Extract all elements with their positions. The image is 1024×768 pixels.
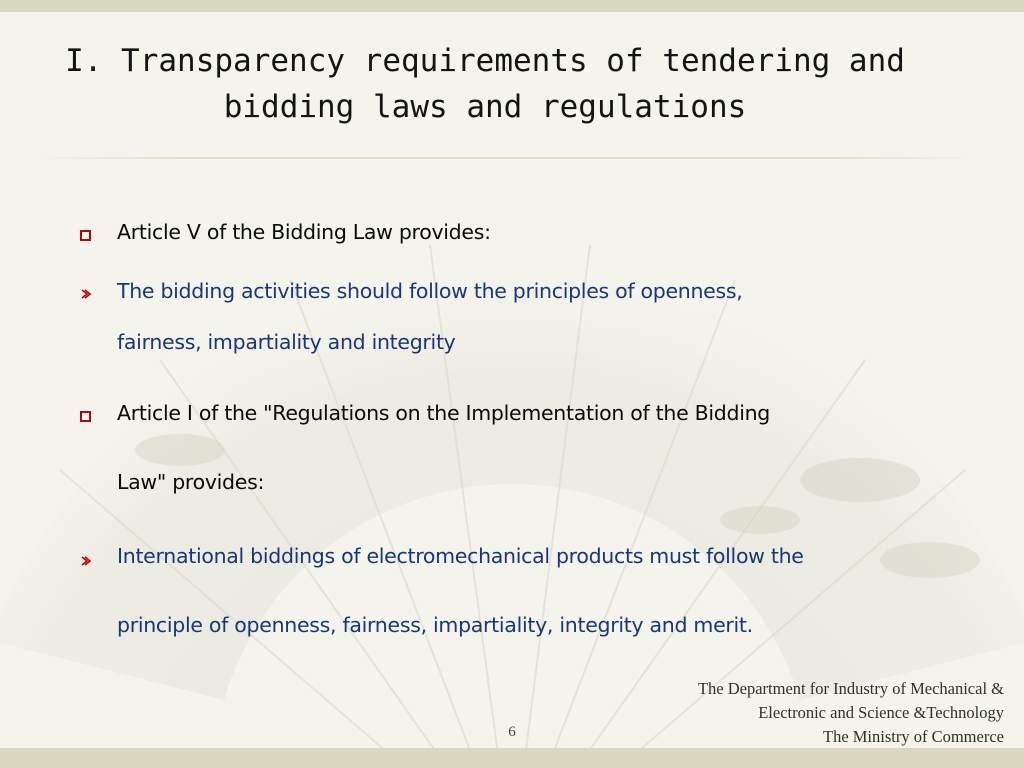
- bullet-text-line: Law" provides:: [117, 470, 265, 494]
- bullet-article-v: [117, 220, 947, 244]
- arrow-bullet-icon: [80, 288, 92, 300]
- footer-line: Electronic and Science &Technology: [758, 703, 1004, 722]
- slide-title-line-2: bidding laws and regulations: [223, 89, 747, 125]
- bullet-electromechanical-biddings: [117, 543, 947, 639]
- bullet-bidding-principles: [117, 278, 947, 356]
- footer-line: The Ministry of Commerce: [822, 727, 1004, 746]
- bullet-text-line: fairness, impartiality and integrity: [117, 330, 456, 354]
- arrow-bullet-icon: [80, 555, 92, 567]
- bullet-text-line: Article I of the "Regulations on the Implementation of the Bidding: [117, 401, 770, 425]
- footer-line: The Department for Industry of Mechanical &: [697, 679, 1004, 698]
- page-number: 6: [508, 724, 516, 740]
- slide-title-line-1: I. Transparency requirements of tendering and: [65, 43, 905, 79]
- bullet-text-line: International biddings of electromechanical products must follow the: [117, 544, 804, 568]
- square-bullet-icon: [80, 230, 91, 241]
- bullet-text-line: The bidding activities should follow the principles of openness,: [117, 279, 743, 303]
- footer-organization: [698, 677, 1004, 749]
- title-divider: [40, 157, 972, 159]
- bullet-text-line: principle of openness, fairness, impartiality, integrity and merit.: [117, 613, 753, 637]
- bullet-text-line: Article V of the Bidding Law provides:: [117, 220, 491, 244]
- square-bullet-icon: [80, 411, 91, 422]
- slide-title: [20, 38, 950, 130]
- bullet-article-i-regulations: [117, 400, 947, 496]
- bottom-decorative-band: [0, 748, 1024, 768]
